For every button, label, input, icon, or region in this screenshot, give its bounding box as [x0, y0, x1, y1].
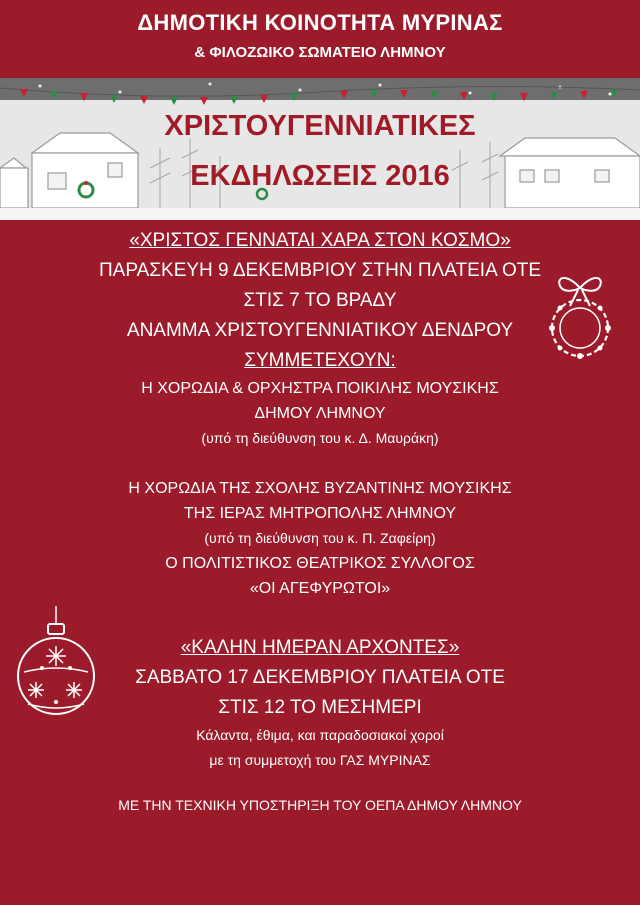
- participant2-director: (υπό τη διεύθυνση του κ. Π. Ζαφείρη): [204, 530, 436, 546]
- participant1-line2: ΔΗΜΟΥ ΛΗΜΝΟΥ: [254, 405, 386, 422]
- event2-date-place: ΣΑΒΒΑΤΟ 17 ΔΕΚΕΜΒΡΙΟΥ ΠΛΑΤΕΙΑ ΟΤΕ: [135, 667, 505, 688]
- organizer-title: ΔΗΜΟΤΙΚΗ ΚΟΙΝΟΤΗΤΑ ΜΥΡΙΝΑΣ: [137, 10, 503, 35]
- participant3-line2: «ΟΙ ΑΓΕΦΥΡΩΤΟΙ»: [249, 580, 391, 597]
- participant1-director: (υπό τη διεύθυνση του κ. Δ. Μαυράκη): [201, 430, 439, 446]
- participant1-line1: Η ΧΟΡΩΔΙΑ & ΟΡΧΗΣΤΡΑ ΠΟΙΚΙΛΗΣ ΜΟΥΣΙΚΗΣ: [141, 380, 499, 397]
- event2-description2: με τη συμμετοχή του ΓΑΣ ΜΥΡΙΝΑΣ: [209, 752, 431, 768]
- participant3-line1: Ο ΠΟΛΙΤΙΣΤΙΚΟΣ ΘΕΑΤΡΙΚΟΣ ΣΥΛΛΟΓΟΣ: [165, 555, 475, 572]
- event1-date-place: ΠΑΡΑΣΚΕΥΗ 9 ΔΕΚΕΜΒΡΙΟΥ ΣΤΗΝ ΠΛΑΤΕΙΑ ΟΤΕ: [98, 260, 542, 281]
- spacer: [0, 601, 640, 633]
- header: [0, 0, 640, 78]
- organizer-subtitle: & ΦΙΛΟΖΩΙΚΟ ΣΩΜΑΤΕΙΟ ΛΗΜΝΟΥ: [194, 44, 446, 61]
- event2-time: ΣΤΙΣ 12 ΤΟ ΜΕΣΗΜΕΡΙ: [218, 697, 422, 718]
- event-content: [0, 226, 640, 818]
- event1-title: «ΧΡΙΣΤΟΣ ΓΕΝΝΑΤΑΙ ΧΑΡΑ ΣΤΟΝ ΚΟΣΜΟ»: [129, 230, 511, 251]
- event2-title: «ΚΑΛΗΝ ΗΜΕΡΑΝ ΑΡΧΟΝΤΕΣ»: [180, 637, 460, 658]
- participant2-line2: ΤΗΣ ΙΕΡΑΣ ΜΗΤΡΟΠΟΛΗΣ ΛΗΜΝΟΥ: [183, 505, 457, 522]
- event1-participants-label: ΣΥΜΜΕΤΕΧΟΥΝ:: [244, 350, 396, 371]
- event2-description1: Κάλαντα, έθιμα, και παραδοσιακοί χοροί: [196, 727, 444, 743]
- village-illustration: [0, 78, 640, 220]
- spacer: [0, 451, 640, 476]
- christmas-banner: [0, 78, 640, 220]
- spacer: [0, 773, 640, 793]
- event1-time: ΣΤΙΣ 7 ΤΟ ΒΡΑΔΥ: [243, 290, 397, 311]
- event-series-title-line2: ΕΚΔΗΛΩΣΕΙΣ 2016: [190, 160, 450, 192]
- technical-support-note: ΜΕ ΤΗΝ ΤΕΧΝΙΚΗ ΥΠΟΣΤΗΡΙΞΗ ΤΟΥ ΟΕΠΑ ΔΗΜΟΥ ΛΗΜΝΟΥ: [118, 797, 522, 813]
- participant2-line1: Η ΧΟΡΩΔΙΑ ΤΗΣ ΣΧΟΛΗΣ ΒΥΖΑΝΤΙΝΗΣ ΜΟΥΣΙΚΗΣ: [128, 480, 512, 497]
- event1-activity: ΑΝΑΜΜΑ ΧΡΙΣΤΟΥΓΕΝΝΙΑΤΙΚΟΥ ΔΕΝΔΡΟΥ: [126, 320, 514, 341]
- event-series-title-line1: ΧΡΙΣΤΟΥΓΕΝΝΙΑΤΙΚΕΣ: [164, 110, 476, 142]
